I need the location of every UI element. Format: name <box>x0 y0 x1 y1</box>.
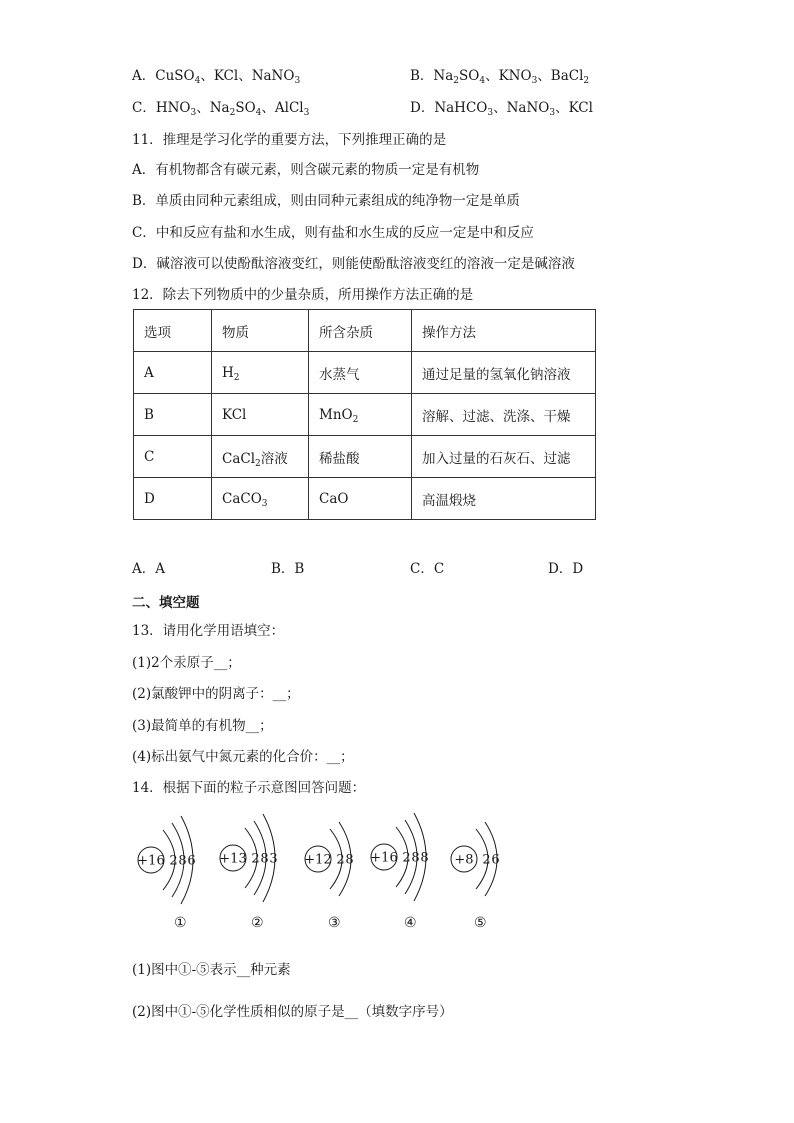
electron-count: 8 <box>260 851 269 867</box>
q13-stem: 13．请用化学用语填空： <box>132 623 285 639</box>
q12-table <box>133 309 596 520</box>
q11-option-b: B．单质由同种元素组成，则由同种元素组成的纯净物一定是单质 <box>132 193 520 209</box>
electron-shell-arc <box>414 813 429 901</box>
nucleus-charge: +12 <box>304 852 332 868</box>
q14-stem: 14．根据下面的粒子示意图回答问题： <box>132 780 366 796</box>
electron-shell-arc <box>396 827 411 887</box>
q12-option-c: C．C <box>410 561 445 577</box>
electron-shell-arc <box>476 829 491 889</box>
q10-option-b: B．$Na_2SO_4$、$KNO_3$、BaCl$_2$ <box>410 68 590 86</box>
q11-option-a: A．有机物都含有碳元素，则含碳元素的物质一定是有机物 <box>132 162 480 178</box>
electron-shell-arc <box>330 829 345 889</box>
q11-option-c: C．中和反应有盐和水生成，则有盐和水生成的反应一定是中和反应 <box>132 225 534 241</box>
section-title: 二、填空题 <box>132 595 200 611</box>
table-row <box>134 436 596 478</box>
atom-diagram-3 <box>304 822 353 896</box>
atom-diagram-1 <box>137 816 195 904</box>
electron-count: 2 <box>402 850 411 866</box>
electron-count: 2 <box>482 852 491 868</box>
table-row <box>134 478 596 520</box>
electron-shell-arc <box>172 823 187 897</box>
nucleus-charge: +16 <box>137 853 165 869</box>
electron-count: 2 <box>336 852 345 868</box>
q13-item-2: (2)氯酸钾中的阴离子：__； <box>132 686 300 702</box>
atom-label-3: ③ <box>328 915 341 931</box>
table-cell: 通过足量的氢氧化钠溶液 <box>412 352 596 394</box>
atom-diagram-2 <box>219 814 277 902</box>
nucleus-circle <box>451 846 477 872</box>
electron-count: 6 <box>187 853 196 869</box>
table-header-cell: 物质 <box>212 310 309 352</box>
q11-stem: 11．推理是学习化学的重要方法，下列推理正确的是 <box>132 132 447 148</box>
atom-diagram-4 <box>370 813 428 901</box>
table-cell: C <box>134 436 212 478</box>
nucleus-circle <box>220 845 246 871</box>
q14-item-1: (1)图中①-⑤表示__种元素 <box>132 962 291 978</box>
q12-option-b: B．B <box>271 561 305 577</box>
table-cell: D <box>134 478 212 520</box>
table-cell: MnO$_2$ <box>309 394 412 436</box>
table-cell: $H_2$ <box>212 352 309 394</box>
table-row <box>134 352 596 394</box>
q13-item-3: (3)最简单的有机物__； <box>132 718 273 734</box>
q13-item-4: (4)标出氨气中氮元素的化合价：__； <box>132 749 354 765</box>
q10-option-a: A．CuSO$_4$、KCl、NaNO$_3$ <box>132 68 301 86</box>
electron-count: 2 <box>169 853 178 869</box>
table-cell: CaCl$_2$溶液 <box>212 436 309 478</box>
electron-shell-arc <box>263 814 278 902</box>
atom-label-4: ④ <box>404 915 417 931</box>
atom-diagram-5 <box>451 822 500 896</box>
electron-count: 2 <box>251 851 260 867</box>
electron-shell-arc <box>339 822 354 896</box>
nucleus-charge: +13 <box>219 851 247 867</box>
table-cell: B <box>134 394 212 436</box>
electron-count: 8 <box>420 850 429 866</box>
table-row <box>134 394 596 436</box>
table-cell: 高温煅烧 <box>412 478 596 520</box>
table-cell: 溶解、过滤、洗涤、干燥 <box>412 394 596 436</box>
atom-label-2: ② <box>251 915 264 931</box>
table-header-cell: 所含杂质 <box>309 310 412 352</box>
nucleus-charge: +16 <box>370 850 398 866</box>
atom-label-1: ① <box>174 915 187 931</box>
table-cell: CaCO$_3$ <box>212 478 309 520</box>
electron-count: 8 <box>411 850 420 866</box>
table-cell: 水蒸气 <box>309 352 412 394</box>
atom-label-5: ⑤ <box>474 915 487 931</box>
electron-shell-arc <box>254 821 269 895</box>
q10-option-d: D．NaHCO$_3$、NaNO$_3$、KCl <box>410 100 593 118</box>
nucleus-circle <box>138 847 164 873</box>
q14-item-2: (2)图中①-⑤化学性质相似的原子是__（填数字序号） <box>132 1004 453 1020</box>
table-header-row <box>134 310 596 352</box>
q12-option-d: D．D <box>548 561 584 577</box>
electron-shell-arc <box>245 828 260 888</box>
q13-item-1: (1)2个汞原子__； <box>132 655 241 671</box>
electron-count: 3 <box>269 851 278 867</box>
table-cell: CaO <box>309 478 412 520</box>
q10-option-c: C．$HNO_3$、$Na_2SO_4$、AlCl$_3$ <box>132 100 310 118</box>
electron-count: 6 <box>491 852 500 868</box>
electron-shell-arc <box>405 820 420 894</box>
table-header-cell: 操作方法 <box>412 310 596 352</box>
nucleus-circle <box>371 844 397 870</box>
q12-stem: 12．除去下列物质中的少量杂质，所用操作方法正确的是 <box>132 287 474 303</box>
table-header-cell: 选项 <box>134 310 212 352</box>
electron-shell-arc <box>485 822 500 896</box>
electron-count: 8 <box>178 853 187 869</box>
q12-option-a: A．A <box>132 561 165 577</box>
table-cell: 稀盐酸 <box>309 436 412 478</box>
electron-shell-arc <box>163 830 178 890</box>
table-cell: KCl <box>212 394 309 436</box>
table-cell: 加入过量的石灰石、过滤 <box>412 436 596 478</box>
q11-option-d: D．碱溶液可以使酚酞溶液变红，则能使酚酞溶液变红的溶液一定是碱溶液 <box>132 256 575 272</box>
nucleus-charge: +8 <box>454 852 474 868</box>
nucleus-circle <box>305 846 331 872</box>
electron-shell-arc <box>181 816 196 904</box>
table-cell: A <box>134 352 212 394</box>
electron-count: 8 <box>345 852 354 868</box>
